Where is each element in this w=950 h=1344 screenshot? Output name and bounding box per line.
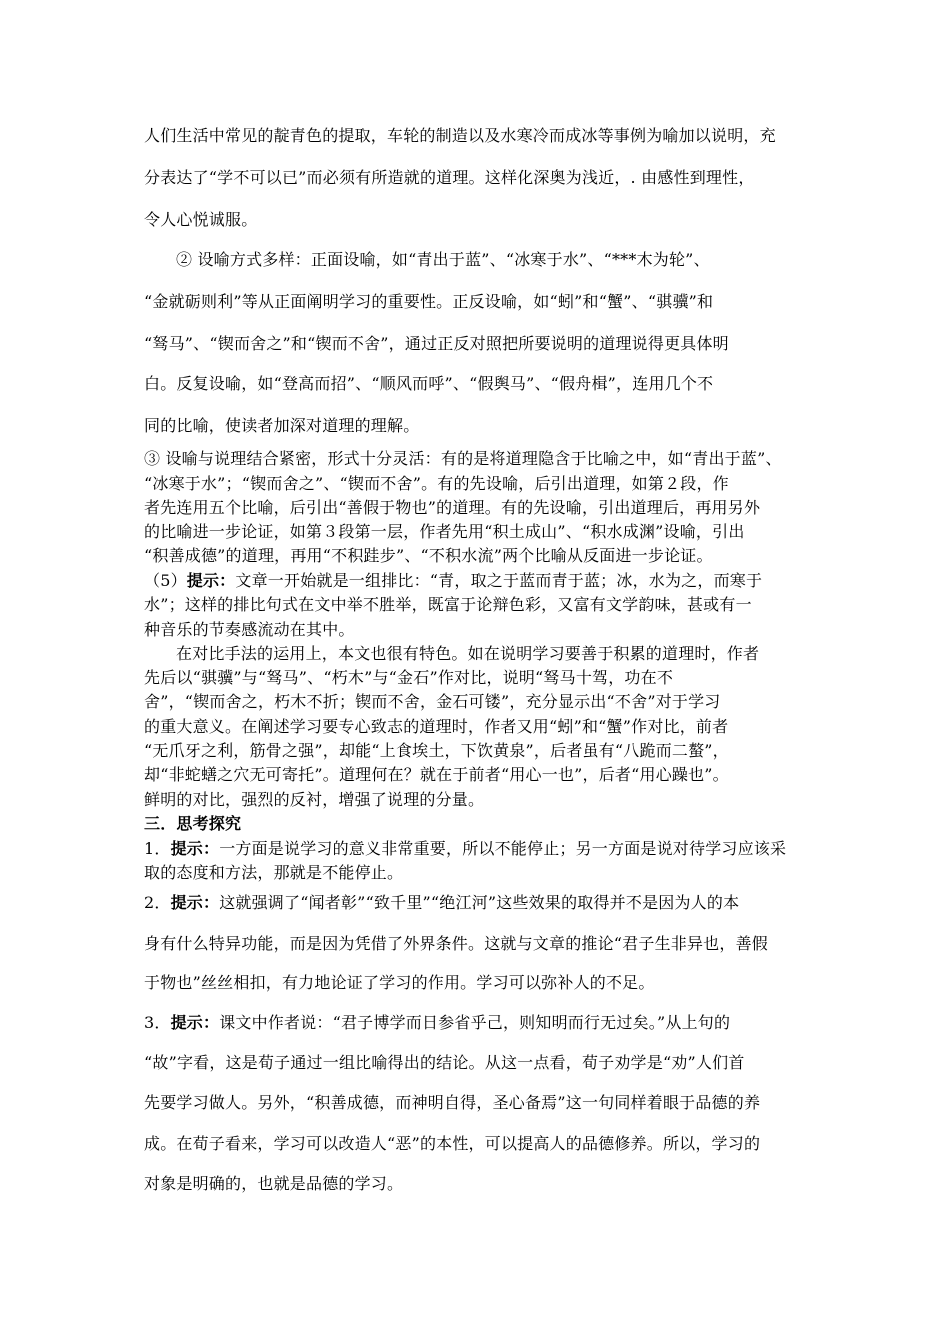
item-number: （5） <box>144 571 187 590</box>
paragraph-1-line-3: 令人心悦诚服。 <box>144 210 258 229</box>
hint-label: 提示： <box>186 571 236 590</box>
paragraph-3-line-2: “冰寒于水”；“锲而舍之”、“锲而不舍”。有的先设喻，后引出道理，如第２段，作 <box>144 474 729 493</box>
paragraph-2-line-2: “金就砺则利”等从正面阐明学习的重要性。正反设喻，如“蚓”和“蟹”、“骐骥”和 <box>144 292 714 311</box>
question-3-line-1-text: 课文中作者说：“君子博学而日参省乎己，则知明而行无过矣。”从上句的 <box>219 1013 731 1032</box>
question-2-line-3: 于物也”丝丝相扣，有力地论证了学习的作用。学习可以弥补人的不足。 <box>144 973 655 992</box>
paragraph-2-line-4: 白。反复设喻，如“登高而招”、“顺风而呼”、“假舆马”、“假舟楫”，连用几个不 <box>144 374 714 393</box>
hint-label: 提示： <box>170 1013 220 1032</box>
paragraph-1-line-1: 人们生活中常见的靛青色的提取，车轮的制造以及水寒冷而成冰等事例为喻加以说明，充 <box>144 126 776 145</box>
paragraph-5-line-1: 在对比手法的运用上，本文也很有特色。如在说明学习要善于积累的道理时，作者 <box>176 644 760 663</box>
question-3-line-2: “故”字看，这是荀子通过一组比喻得出的结论。从这一点看，荀子劝学是“劝”人们首 <box>144 1053 745 1072</box>
question-number: 1． <box>144 839 171 858</box>
paragraph-4-line-1 <box>144 571 824 591</box>
paragraph-3-line-4: 的比喻进一步论证，如第３段第一层，作者先用“积土成山”、“积水成渊”设喻，引出 <box>144 522 745 541</box>
paragraph-3-line-1: ③ 设喻与说理结合紧密，形式十分灵活：有的是将道理隐含于比喻之中，如“青出于蓝”、 <box>144 449 782 468</box>
section-heading: 三．思考探究 <box>144 814 242 833</box>
question-number: 2． <box>144 893 171 912</box>
question-2-line-2: 身有什么特异功能，而是因为凭借了外界条件。这就与文章的推论“君子生非异也，善假 <box>144 934 768 953</box>
paragraph-5-line-5: “无爪牙之利，筋骨之强”，却能“上食埃土，下饮黄泉”，后者虽有“八跪而二螯”， <box>144 741 729 760</box>
question-3-line-1 <box>144 1013 824 1033</box>
question-1-line-2: 取的态度和方法，那就是不能停止。 <box>144 863 404 882</box>
paragraph-2-line-5: 同的比喻，使读者加深对道理的理解。 <box>144 416 420 435</box>
question-3-line-4: 成。在荀子看来，学习可以改造人“恶”的本性，可以提高人的品德修养。所以，学习的 <box>144 1134 761 1153</box>
paragraph-5-line-6: 却“非蛇蟮之穴无可寄托”。道理何在？就在于前者“用心一也”，后者“用心躁也”。 <box>144 765 729 784</box>
paragraph-5-line-7: 鲜明的对比，强烈的反衬，增强了说理的分量。 <box>144 790 485 809</box>
question-3-line-3: 先要学习做人。另外，“积善成德，而神明自得，圣心备焉”这一句同样着眼于品德的养 <box>144 1093 761 1112</box>
paragraph-4-line-3: 种音乐的节奏感流动在其中。 <box>144 620 355 639</box>
paragraph-3-line-5: “积善成德”的道理，再用“不积跬步”、“不积水流”两个比喻从反面进一步论证。 <box>144 546 713 565</box>
hint-label: 提示： <box>170 839 220 858</box>
paragraph-5-line-2: 先后以“骐骥”与“驽马”、“朽木”与“金石”作对比，说明“驽马十驾，功在不 <box>144 668 674 687</box>
paragraph-2-line-1: ② 设喻方式多样：正面设喻，如“青出于蓝”、“冰寒于水”、“***木为轮”、 <box>176 250 710 269</box>
question-3-line-5: 对象是明确的，也就是品德的学习。 <box>144 1174 404 1193</box>
question-number: 3． <box>144 1013 171 1032</box>
question-1-line-1 <box>144 839 824 859</box>
paragraph-2-line-3: “驽马”、“锲而舍之”和“锲而不舍”，通过正反对照把所要说明的道理说得更具体明 <box>144 334 729 353</box>
question-2-line-1 <box>144 893 824 913</box>
paragraph-4-line-1-text: 文章一开始就是一组排比：“青，取之于蓝而青于蓝；冰，水为之，而寒于 <box>235 571 763 590</box>
hint-label: 提示： <box>170 893 220 912</box>
paragraph-5-line-3: 舍”，“锲而舍之，朽木不折；锲而不舍，金石可镂”，充分显示出“不舍”对于学习 <box>144 692 721 711</box>
question-1-line-1-text: 一方面是说学习的意义非常重要，所以不能停止；另一方面是说对待学习应该采 <box>219 839 787 858</box>
paragraph-4-line-2: 水”；这样的排比句式在文中举不胜举，既富于论辩色彩，又富有文学韵味，甚或有一 <box>144 595 752 614</box>
paragraph-3-line-3: 者先连用五个比喻，后引出“善假于物也”的道理。有的先设喻，引出道理后，再用另外 <box>144 498 761 517</box>
paragraph-1-line-2: 分表达了“学不可以已”而必须有所造就的道理。这样化深奥为浅近，. 由感性到理性， <box>144 168 755 187</box>
question-2-line-1-text: 这就强调了“闻者彰”“致千里”“绝江河”这些效果的取得并不是因为人的本 <box>219 893 740 912</box>
paragraph-5-line-4: 的重大意义。在阐述学习要专心致志的道理时，作者又用“蚓”和“蟹”作对比，前者 <box>144 717 729 736</box>
